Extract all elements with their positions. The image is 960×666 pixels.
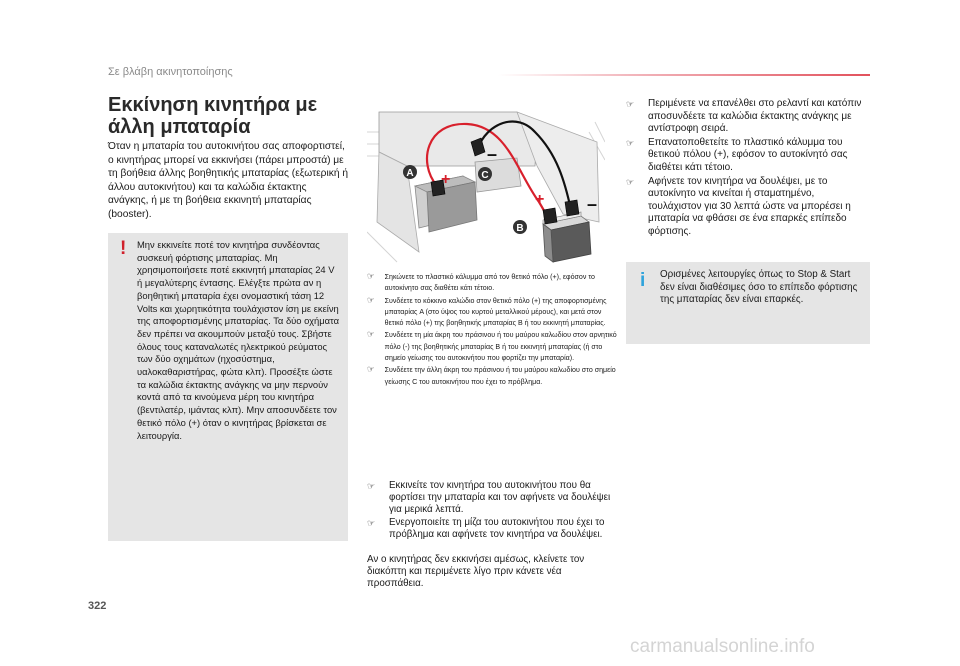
page-title: Εκκίνηση κινητήρα με άλλη μπαταρία (108, 94, 318, 138)
warning-box (108, 233, 348, 541)
minus-label-c: – (487, 144, 498, 164)
hand-pointer-icon: ☞ (367, 364, 375, 375)
page-number: 322 (88, 600, 107, 612)
warning-text: Μην εκκινείτε ποτέ τον κινητήρα συνδέοντας συσκευή φόρτισης μπαταρίας. Μη χρησιμοποιήσετε ποτέ εκκινητή μπαταρίας 24 V ή μεγαλύτερης έντασης. Ελέγξτε πρώτα αν η βοηθητική μπαταρία έχει ονομαστική τάση 12 Volts και χωρητικότητα τουλάχιστον ίση με εκείνη της αποφορτισμένης μπαταρίας. Τα δύο οχήματα δεν πρέπει να ακουμπούν μεταξύ τους. Σβήστε όλους τους καταναλωτές ηλεκτρικού ρεύματος των δύο οχημάτων (ηχοσύστημα, υαλοκαθαριστήρας, φώτα κλπ). Προσέξτε ώστε τα καλώδια έκτακτης ανάγκης να μην περνούν κοντά από τα κινούμενα μέρη του κινητήρα (βεντιλατέρ, ιμάντας κλπ). Μην αποσυνδέετε τον θετικό πόλο (+) όταν ο κινητήρας βρίσκεται σε λειτουργία. (137, 239, 340, 441)
hand-pointer-icon: ☞ (626, 137, 635, 148)
warning-icon: ! (120, 238, 127, 259)
callout-a: A (406, 168, 414, 179)
list-item: ☞ Περιμένετε να επανέλθει στο ρελαντί και κατόπιν αποσυνδέετε τα καλώδια έκτακτης ανάγκης με αντίστροφη σειρά. (626, 98, 862, 135)
list-item: ☞ Συνδέετε τη μία άκρη του πράσινου ή του μαύρου καλωδίου στον αρνητικό πόλο (-) της βοηθητικής μπαταρίας B ή του εκκινητή μπαταρίας (ή στο σημείο γείωσης του αυτοκινήτου που φορτίζει την μπαταρία). (367, 329, 617, 363)
list-item: ☞ Συνδέετε την άλλη άκρη του πράσινου ή του μαύρου καλωδίου στο σημείο γείωσης C του αυτοκινήτου που έχει το πρόβλημα. (367, 364, 616, 386)
start-steps-list (367, 480, 611, 541)
info-text: Ορισμένες λειτουργίες όπως το Stop & Start δεν είναι διαθέσιμες όσο το επίπεδο φόρτισης της μπαταρίας δεν είναι επαρκές. (660, 269, 858, 306)
hand-pointer-icon: ☞ (626, 176, 635, 187)
watermark: carmanualsonline.info (630, 636, 815, 657)
hand-pointer-icon: ☞ (367, 481, 376, 491)
minus-label-b: – (587, 194, 598, 214)
plus-label-b: + (535, 191, 545, 208)
section-header: Σε βλάβη ακινητοποίησης (108, 66, 233, 78)
plus-label-a: + (441, 171, 451, 188)
callout-b: B (516, 223, 524, 234)
callout-c: C (481, 170, 489, 181)
intro-paragraph: Όταν η μπαταρία του αυτοκινήτου σας αποφορτιστεί, ο κινητήρας μπορεί να εκκινήσει (πάρει μπροστά) με τη βοήθεια άλλης βοηθητικής μπαταρίας (εξωτερική ή άλλου αυτοκινήτου) και τα καλώδια έκτακτης ανάγκης, ή με τη βοήθεια εκκινητή μπαταρίας (booster). (108, 141, 348, 220)
list-item: ☞ Σηκώνετε το πλαστικό κάλυμμα από τον θετικό πόλο (+), εφόσον το αυτοκίνητο σας διαθέτει κάτι τέτοιο. (367, 271, 595, 293)
hand-pointer-icon: ☞ (367, 294, 375, 305)
jump-start-illustration (367, 102, 605, 264)
list-item: ☞ Ενεργοποιείτε τη μίζα του αυτοκινήτου που έχει το πρόβλημα και αφήνετε τον κινητήρα να δουλέψει. (367, 516, 605, 540)
hand-pointer-icon: ☞ (367, 329, 375, 340)
list-item: ☞ Συνδέετε το κόκκινο καλώδιο στον θετικό πόλο (+) της αποφορτισμένης μπαταρίας A (στο ύψος του κυρτού μεταλλικού μέρους), και μετά στον θετικό πόλο (+) της βοηθητικής μπαταρίας B ή του εκκινητή μπαταρίας. (367, 294, 607, 328)
hand-pointer-icon: ☞ (626, 99, 635, 109)
connection-steps-list (367, 271, 617, 388)
hand-pointer-icon: ☞ (367, 271, 375, 281)
list-item: ☞ Αφήνετε τον κινητήρα να δουλέψει, με το αυτοκίνητο να κινείται ή σταματημένο, τουλάχιστον για 30 λεπτά ώστε να μπορέσει η μπαταρία να φθάσει σε ένα επαρκές επίπεδο φόρτισης. (626, 175, 851, 237)
info-box (626, 262, 870, 344)
disconnect-steps-list (626, 98, 870, 240)
list-item: ☞ Επανατοποθετείτε το πλαστικό κάλυμμα του θετικού πόλου (+), εφόσον το αυτοκίνητό σας διαθέτει κάτι τέτοιο. (626, 136, 848, 173)
list-item: ☞ Εκκινείτε τον κινητήρα του αυτοκινήτου που θα φορτίσει την μπαταρία και τον αφήνετε να δουλέψει για μερικά λεπτά. (367, 480, 611, 516)
retry-note: Αν ο κινητήρας δεν εκκινήσει αμέσως, κλείνετε τον διακόπτη και περιμένετε λίγο πριν κάνετε νέα προσπάθεια. (367, 554, 585, 590)
hand-pointer-icon: ☞ (367, 517, 376, 528)
info-icon: i (640, 270, 646, 291)
header-divider (498, 74, 870, 76)
